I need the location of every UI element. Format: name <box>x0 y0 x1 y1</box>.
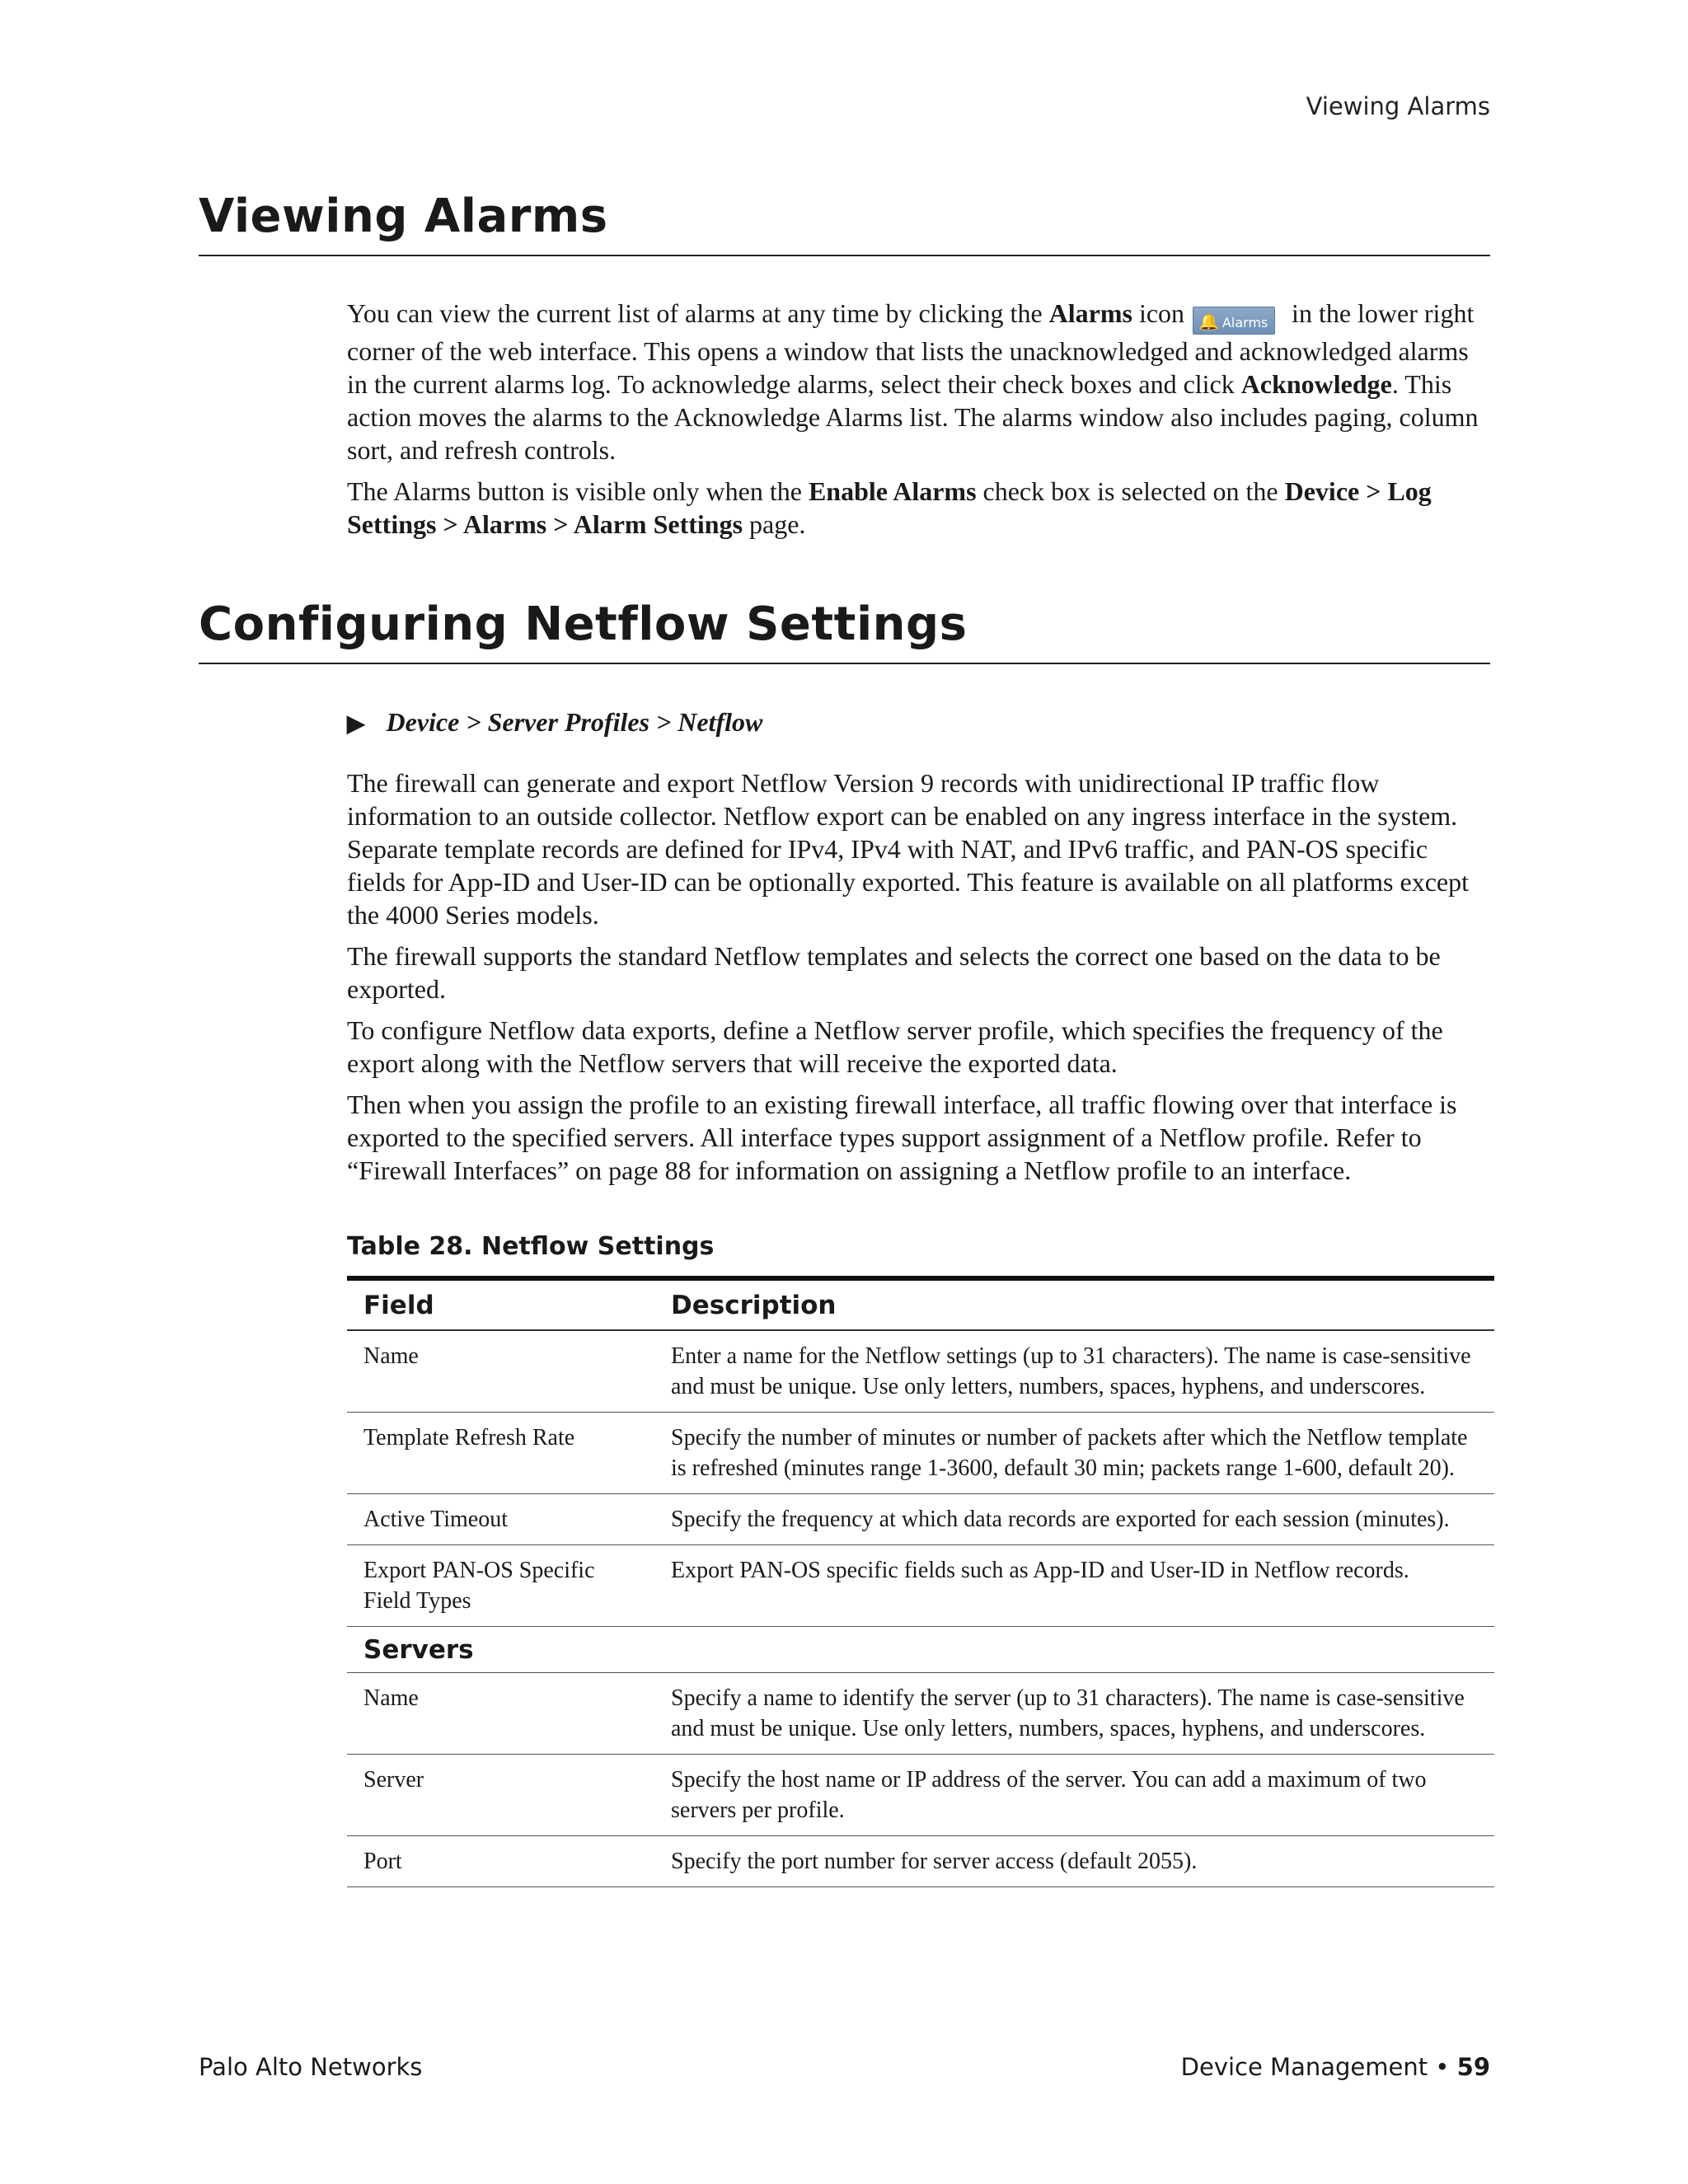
table-group-row <box>347 1627 1494 1673</box>
bold-text: Enable Alarms <box>808 476 977 506</box>
section-title: Configuring Netflow Settings <box>199 598 1490 664</box>
bold-text: Acknowledge <box>1240 369 1392 399</box>
navigation-path <box>347 707 762 738</box>
table-caption: Table 28. Netflow Settings <box>347 1232 715 1261</box>
bold-text: Alarms <box>1048 298 1132 328</box>
paragraph: The firewall supports the standard Netflow templates and selects the correct one based on the data to be exported. <box>347 941 1441 1004</box>
triangle-right-icon: ▶ <box>347 711 365 737</box>
bold-text: Device > Log Settings > Alarms > Alarm Settings <box>347 476 1432 539</box>
footer-page-label <box>1181 2053 1490 2081</box>
paragraph: To configure Netflow data exports, define a Netflow server profile, which specifies the frequency of the export along with the Netflow servers that will receive the exported data. <box>347 1015 1443 1078</box>
description-cell: Specify the port number for server access (default 2055). <box>654 1836 1494 1887</box>
description-cell: Specify the host name or IP address of the server. You can add a maximum of two servers per profile. <box>654 1755 1494 1836</box>
text-run: You can view the current list of alarms at any time by clicking the <box>347 298 1049 328</box>
table-row <box>347 1330 1494 1413</box>
section-netflow <box>199 598 1490 664</box>
table-row <box>347 1673 1494 1755</box>
section-viewing-alarms <box>199 190 1490 256</box>
section2-body <box>347 766 1490 1195</box>
bell-icon: 🔔 <box>1198 312 1219 331</box>
footer-company: Palo Alto Networks <box>199 2053 423 2081</box>
text-run: in the lower right corner of the web interface. This opens a window that lists the unacknowledged and acknowledged alarms in the current alarms log. To acknowledge alarms, select their check boxes and click <box>347 298 1475 399</box>
description-cell: Specify the frequency at which data records are exported for each session (minutes). <box>654 1494 1494 1545</box>
field-cell: Export PAN-OS Specific Field Types <box>347 1545 654 1627</box>
field-cell: Active Timeout <box>347 1494 654 1545</box>
text-run: The Alarms button is visible only when the <box>347 476 809 506</box>
section-title: Viewing Alarms <box>199 190 1490 256</box>
paragraph <box>347 475 1490 541</box>
description-cell: Export PAN-OS specific fields such as App-ID and User-ID in Netflow records. <box>654 1545 1494 1627</box>
column-header-field: Field <box>347 1278 654 1330</box>
page-number: 59 <box>1456 2053 1490 2081</box>
text-run: icon <box>1132 298 1192 328</box>
footer-section-name: Device Management • <box>1180 2053 1457 2081</box>
table-row <box>347 1836 1494 1887</box>
paragraph <box>347 297 1490 466</box>
section1-body <box>347 297 1490 549</box>
table-row <box>347 1755 1494 1836</box>
field-cell: Port <box>347 1836 654 1887</box>
description-cell: Enter a name for the Netflow settings (up to 31 characters). The name is case-sensitive and must be unique. Use only letters, numbers, spaces, hyphens, and underscores. <box>654 1330 1494 1413</box>
alarms-badge-label: Alarms <box>1221 315 1268 330</box>
field-cell: Server <box>347 1755 654 1836</box>
description-cell: Specify a name to identify the server (up to 31 characters). The name is case-sensitive and must be unique. Use only letters, numbers, spaces, hyphens, and underscores. <box>654 1673 1494 1755</box>
description-cell: Specify the number of minutes or number of packets after which the Netflow template is refreshed (minutes range 1-3600, default 30 min; packets range 1-600, default 20). <box>654 1413 1494 1494</box>
field-cell: Name <box>347 1673 654 1755</box>
text-run: page. <box>743 509 806 539</box>
table-row <box>347 1545 1494 1627</box>
text-run: check box is selected on the <box>976 476 1285 506</box>
field-cell: Name <box>347 1330 654 1413</box>
text-run: . This action moves the alarms to the Acknowledge Alarms list. The alarms window also includes paging, column sort, and refresh controls. <box>347 369 1479 465</box>
table-row <box>347 1494 1494 1545</box>
running-header: Viewing Alarms <box>1306 92 1490 120</box>
netflow-settings-table <box>347 1276 1494 1887</box>
group-label: Servers <box>347 1627 1494 1673</box>
table-header-row <box>347 1278 1494 1330</box>
paragraph: Then when you assign the profile to an existing firewall interface, all traffic flowing over that interface is exported to the specified servers. All interface types support assignment of a Netflow profile. Refer to “Firewall Interfaces” on page 88 for information on assigning a Netflow profile to an interface. <box>347 1090 1457 1185</box>
table-row <box>347 1413 1494 1494</box>
field-cell: Template Refresh Rate <box>347 1413 654 1494</box>
alarms-button-image <box>1193 307 1275 335</box>
column-header-description: Description <box>654 1278 1494 1330</box>
nav-path-text: Device > Server Profiles > Netflow <box>386 707 763 737</box>
paragraph: The firewall can generate and export Netflow Version 9 records with unidirectional IP traffic flow information to an outside collector. Netflow export can be enabled on any ingress interface in the system. Separate template records are defined for IPv4, IPv4 with NAT, and IPv6 traffic, and PAN-OS specific fields for App-ID and User-ID can be optionally exported. This feature is available on all platforms except the 4000 Series models. <box>347 768 1469 930</box>
